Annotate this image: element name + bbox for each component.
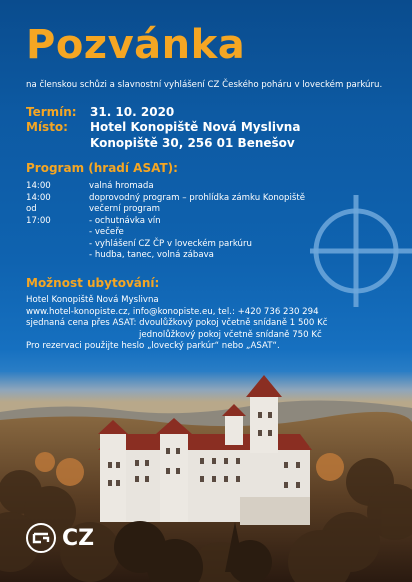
subtitle: na členskou schůzi a slavnostní vyhlášení CZ Českého poháru v loveckém parkúru.: [26, 80, 383, 90]
cz-emblem-icon: [26, 523, 56, 553]
accommodation-contact: www.hotel-konopiste.cz, info@konopiste.eu, tel.: +420 736 230 294: [26, 306, 319, 317]
program-time: 14:00: [26, 181, 51, 191]
logo-text: CZ: [62, 525, 95, 551]
crosshair-icon: [310, 195, 412, 307]
program-heading: Program (hradí ASAT):: [26, 161, 178, 175]
program-time: 14:00: [26, 192, 51, 203]
page-title: Pozvánka: [26, 22, 246, 68]
program-time: od 17:00: [26, 204, 51, 226]
accommodation-hotel: Hotel Konopiště Nová Myslivna: [26, 295, 159, 305]
accommodation-price-single: jednolůžkový pokoj včetně snídaně 750 Kč: [139, 329, 322, 340]
accommodation-price-double: sjednaná cena přes ASAT: dvoulůžkový pokoj včetně snídaně 1 500 Kč: [26, 318, 328, 328]
cz-logo: [26, 523, 94, 553]
program-desc: - ochutnávka vín: [89, 215, 161, 226]
accommodation-details: [26, 295, 327, 353]
term-label: Termín:: [26, 105, 77, 119]
accommodation-heading: Možnost ubytování:: [26, 276, 160, 290]
program-desc: večerní program: [89, 204, 161, 214]
term-value: 31. 10. 2020: [90, 105, 175, 119]
accommodation-reservation: Pro rezervaci použijte heslo „lovecký parkúr“ nebo „ASAT“.: [26, 341, 280, 351]
program-desc: - vyhlášení CZ ČP v loveckém parkúru: [89, 238, 252, 249]
place-value-line1: Hotel Konopiště Nová Myslivna: [90, 120, 301, 134]
place-value-line2: Konopiště 30, 256 01 Benešov: [90, 136, 295, 150]
program-desc: valná hromada: [89, 181, 154, 191]
program-desc: - večeře: [89, 227, 124, 237]
program-desc: - hudba, tanec, volná zábava: [89, 250, 214, 260]
place-label: Místo:: [26, 120, 68, 134]
program-desc: doprovodný program – prohlídka zámku Konopiště: [89, 192, 306, 203]
